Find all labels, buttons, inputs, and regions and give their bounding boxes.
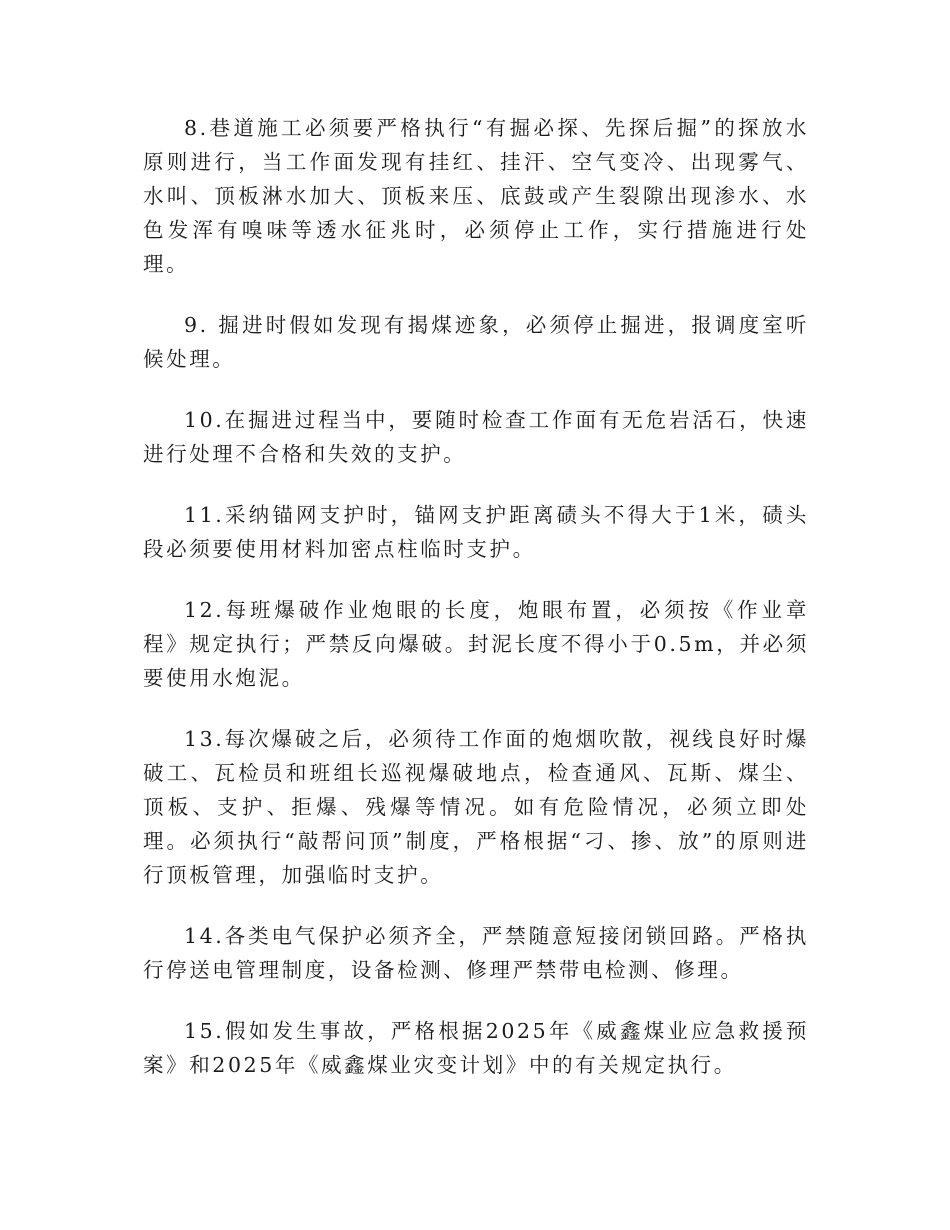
document-body	[143, 111, 809, 1082]
paragraph-item-13: 13.每次爆破之后，必须待工作面的炮烟吹散，视线良好时爆破工、瓦检员和班组长巡视爆破地点，检查通风、瓦斯、煤尘、顶板、支护、拒爆、残爆等情况。如有危险情况，必须立即处理。必须执行“敲帮问顶”制度，严格根据“刁、掺、放”的原则进行顶板管理，加强临时支护。	[143, 727, 809, 887]
paragraph-item-11: 11.采纳锚网支护时，锚网支护距离碛头不得大于1米，碛头段必须要使用材料加密点柱临时支护。	[143, 503, 809, 561]
paragraph-item-9: 9. 掘进时假如发现有揭煤迹象，必须停止掘进，报调度室听候处理。	[143, 313, 809, 371]
paragraph-item-10: 10.在掘进过程当中，要随时检查工作面有无危岩活石，快速进行处理不合格和失效的支护。	[143, 408, 809, 466]
paragraph-item-15: 15.假如发生事故，严格根据2025年《威鑫煤业应急救援预案》和2025年《威鑫煤业灾变计划》中的有关规定执行。	[143, 1019, 809, 1077]
paragraph-item-14: 14.各类电气保护必须齐全，严禁随意短接闭锁回路。严格执行停送电管理制度，设备检测、修理严禁带电检测、修理。	[143, 924, 809, 982]
paragraph-item-12: 12.每班爆破作业炮眼的长度，炮眼布置，必须按《作业章程》规定执行；严禁反向爆破。封泥长度不得小于0.5m，并必须要使用水炮泥。	[143, 598, 809, 690]
paragraph-item-8: 8.巷道施工必须要严格执行“有掘必探、先探后掘”的探放水原则进行，当工作面发现有挂红、挂汗、空气变冷、出现雾气、水叫、顶板淋水加大、顶板来压、底鼓或产生裂隙出现渗水、水色发浑有嗅味等透水征兆时，必须停止工作，实行措施进行处理。	[143, 116, 809, 276]
